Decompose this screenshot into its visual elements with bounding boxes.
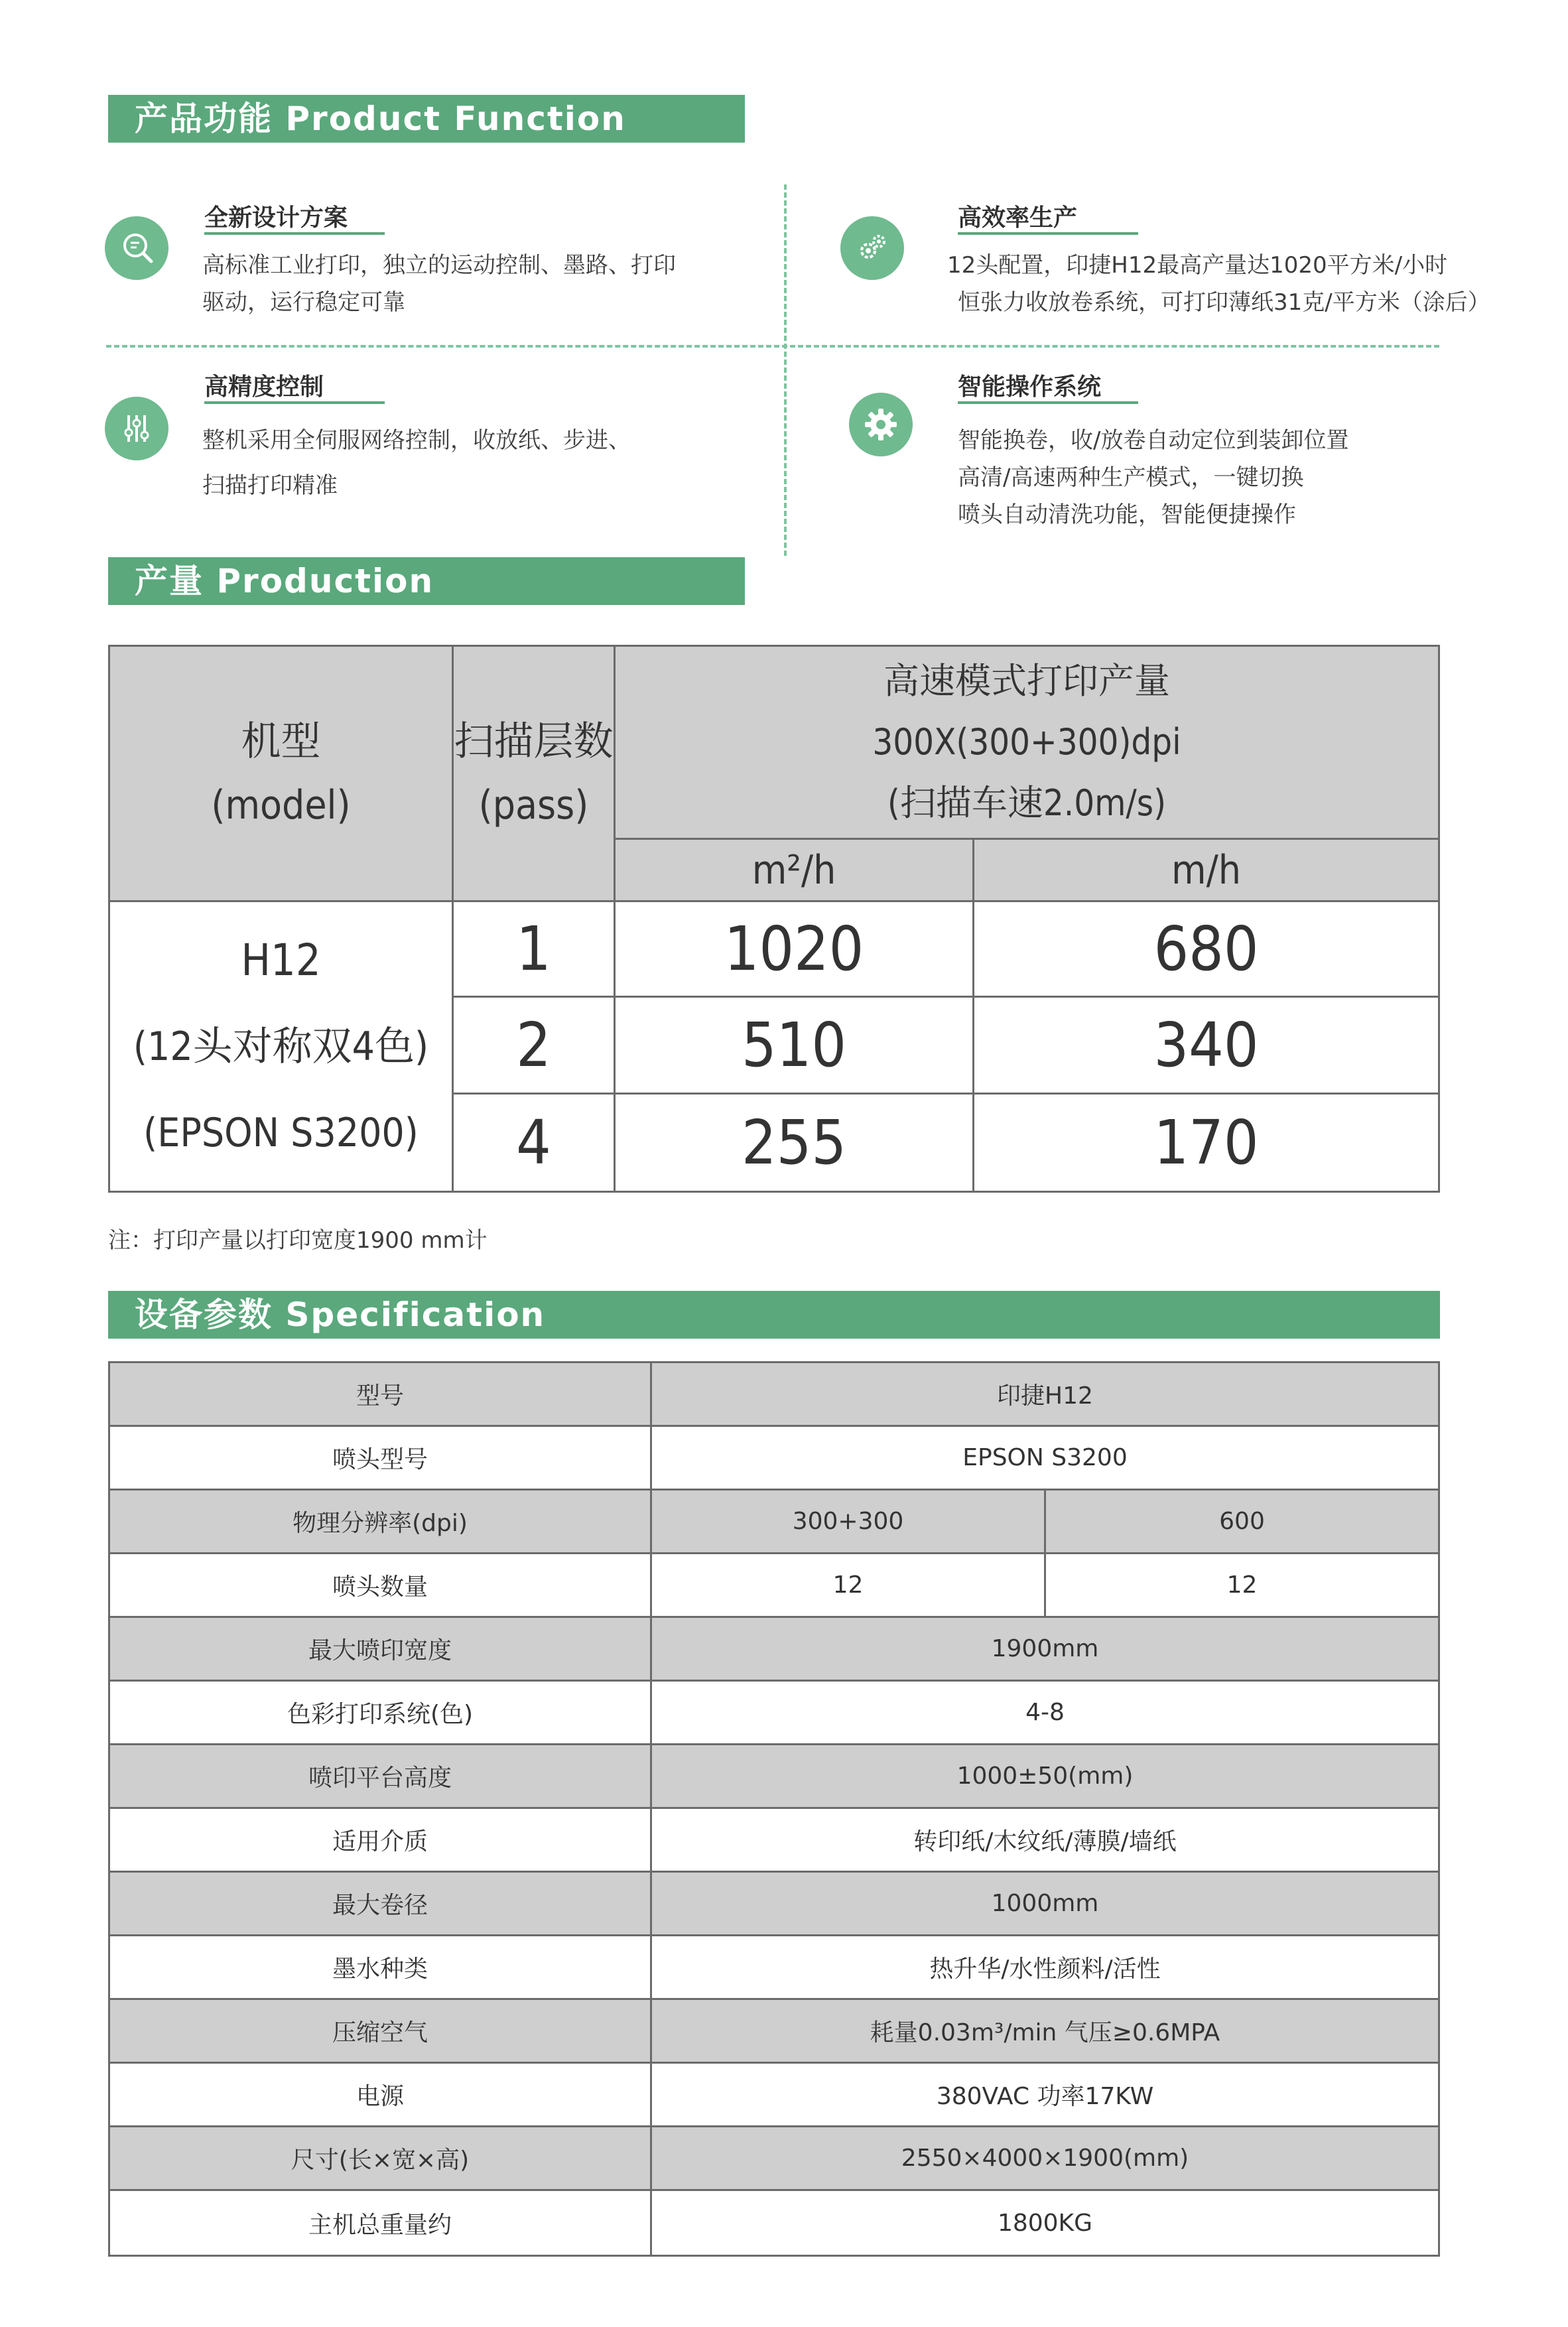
spec-value: 1900mm — [991, 1635, 1099, 1662]
spec-value: 印捷H12 — [997, 1382, 1093, 1410]
title-underline — [958, 232, 1138, 235]
title-underline — [204, 401, 385, 404]
spec-value: 1000±50(mm) — [956, 1762, 1134, 1790]
spec-label: 压缩空气 — [110, 2000, 652, 2062]
spec-label: 喷印平台高度 — [110, 1745, 652, 1807]
row-m2h: 255 — [742, 1107, 846, 1178]
row-mh: 340 — [1153, 1010, 1259, 1081]
spec-value: 380VAC 功率17KW — [936, 2083, 1154, 2110]
spec-value: 1800KG — [997, 2209, 1093, 2237]
spec-value-right: 600 — [1219, 1508, 1265, 1535]
spec-label: 尺寸(长×宽×高) — [110, 2127, 652, 2189]
spec-label: 电源 — [110, 2064, 652, 2125]
row-pass: 1 — [516, 913, 551, 984]
feature-desc-line: 高清/高速两种生产模式，一键切换 — [958, 464, 1304, 491]
header-model-cn: 机型 — [241, 718, 321, 765]
spec-row — [110, 1809, 1438, 1873]
model-heads: (12头对称双4色) — [133, 1023, 429, 1070]
spec-label: 墨水种类 — [110, 1936, 652, 1998]
title-underline — [204, 232, 385, 235]
section-title-spec: 设备参数 Specification — [108, 1291, 1440, 1339]
spec-label: 适用介质 — [110, 1809, 652, 1871]
header-model-en: (model) — [211, 782, 351, 829]
spec-value: 2550×4000×1900(mm) — [901, 2145, 1189, 2172]
row-mh: 680 — [1153, 913, 1259, 984]
row-m2h: 510 — [742, 1010, 846, 1081]
header-speed-velocity: (扫描车速2.0m/s) — [887, 782, 1167, 824]
gears-icon — [840, 216, 904, 280]
header-speed-title: 高速模式打印产量 — [883, 660, 1170, 702]
divider-horizontal — [106, 345, 1439, 348]
sliders-icon — [105, 397, 168, 460]
spec-value: 1000mm — [991, 1890, 1099, 1917]
spec-row — [110, 1873, 1438, 1936]
feature-desc-line: 12头配置，印捷H12最高产量达1020平方米/小时 — [947, 252, 1448, 279]
spec-value: EPSON S3200 — [962, 1444, 1128, 1471]
header-speed — [616, 647, 1438, 838]
feature-title: 高效率生产 — [958, 204, 1078, 232]
spec-row — [110, 2191, 1438, 2255]
header-speed-dpi: 300X(300+300)dpi — [872, 721, 1181, 763]
section-title-function: 产品功能 Product Function — [108, 95, 745, 143]
feature-title: 全新设计方案 — [204, 204, 348, 232]
spec-value-left: 300+300 — [652, 1491, 1046, 1552]
feature-desc-line: 高标准工业打印，独立的运动控制、墨路、打印 — [202, 252, 676, 279]
model-printhead: (EPSON S3200) — [143, 1109, 419, 1156]
spec-row — [110, 1618, 1438, 1682]
spec-row — [110, 1363, 1438, 1427]
title-underline — [958, 401, 1138, 404]
feature-desc-line: 扫描打印精准 — [202, 472, 338, 499]
spec-label: 喷头数量 — [110, 1554, 652, 1616]
header-unit-mh: m/h — [1171, 846, 1241, 894]
spec-value: 热升华/水性颜料/活性 — [929, 1956, 1161, 1983]
gear-icon — [849, 393, 913, 456]
spec-value-left: 12 — [652, 1554, 1046, 1616]
search-icon — [105, 216, 168, 280]
spec-label: 主机总重量约 — [110, 2191, 652, 2255]
header-unit-m2h: m²/h — [751, 846, 836, 894]
feature-title: 高精度控制 — [204, 373, 324, 401]
feature-desc-line: 智能换卷，收/放卷自动定位到装卸位置 — [958, 427, 1349, 454]
divider-vertical — [784, 184, 787, 556]
feature-desc-line: 驱动，运行稳定可靠 — [202, 289, 405, 316]
spec-value-right: 12 — [1226, 1571, 1258, 1599]
header-pass — [454, 647, 614, 900]
spec-value — [652, 1554, 1438, 1616]
row-m2h: 1020 — [724, 913, 864, 984]
feature-desc-line: 喷头自动清洗功能，智能便捷操作 — [958, 501, 1296, 528]
model-name: H12 — [241, 934, 321, 986]
spec-label: 物理分辨率(dpi) — [110, 1491, 652, 1552]
feature-desc-line: 恒张力收放卷系统，可打印薄纸31克/平方米（涂后） — [958, 289, 1490, 316]
spec-label: 色彩打印系统(色) — [110, 1682, 652, 1743]
spec-label: 最大喷印宽度 — [110, 1618, 652, 1680]
production-note: 注：打印产量以打印宽度1900 mm计 — [108, 1227, 488, 1254]
spec-row — [110, 2064, 1438, 2127]
section-title-production: 产量 Production — [108, 557, 745, 605]
header-model — [110, 647, 452, 900]
spec-label: 喷头型号 — [110, 1427, 652, 1489]
spec-value — [652, 1491, 1438, 1552]
feature-desc-line: 整机采用全伺服网络控制，收放纸、步进、 — [202, 427, 631, 454]
header-pass-en: (pass) — [478, 782, 589, 829]
row-pass: 4 — [516, 1107, 551, 1178]
row-pass: 2 — [516, 1010, 551, 1081]
spec-value: 耗量0.03m³/min 气压≥0.6MPA — [870, 2019, 1220, 2046]
spec-row — [110, 2127, 1438, 2191]
spec-label: 型号 — [110, 1363, 652, 1425]
production-table — [108, 645, 1440, 1193]
spec-label: 最大卷径 — [110, 1873, 652, 1934]
spec-row — [110, 1745, 1438, 1809]
spec-row — [110, 1682, 1438, 1745]
spec-table — [108, 1361, 1440, 2257]
spec-value: 转印纸/木纹纸/薄膜/墙纸 — [913, 1828, 1177, 1855]
feature-title: 智能操作系统 — [958, 373, 1102, 401]
spec-row — [110, 2000, 1438, 2064]
spec-row — [110, 1936, 1438, 2000]
header-pass-cn: 扫描层数 — [454, 718, 614, 765]
spec-row — [110, 1427, 1438, 1491]
spec-row — [110, 1491, 1438, 1554]
spec-row — [110, 1554, 1438, 1618]
model-cell — [110, 902, 452, 1191]
spec-value: 4-8 — [1025, 1699, 1065, 1726]
row-mh: 170 — [1153, 1107, 1259, 1178]
